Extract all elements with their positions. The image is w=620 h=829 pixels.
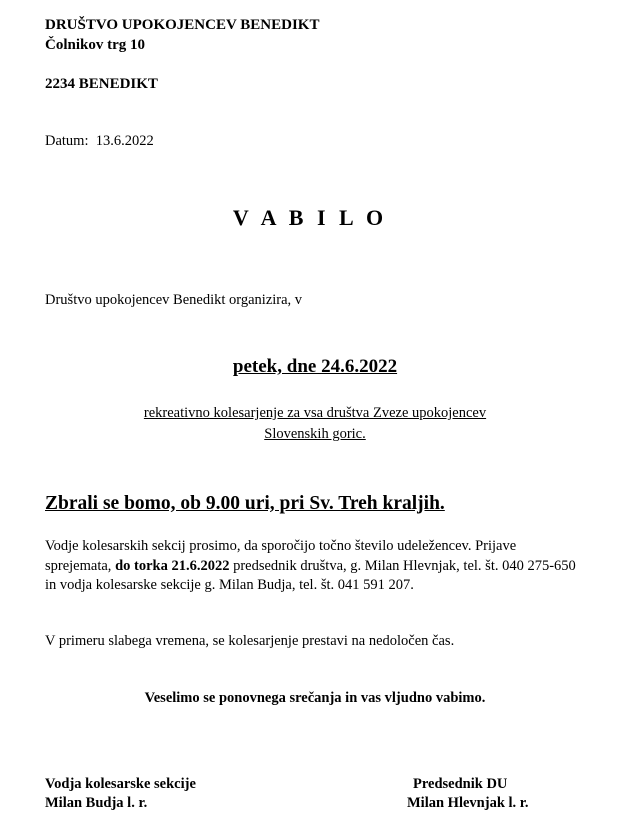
date-value: 13.6.2022 <box>95 133 154 149</box>
event-day: petek, dne 24.6.2022 <box>232 356 398 377</box>
org-street: Čolnikov trg 10 <box>45 37 146 53</box>
right-signature-name: Milan Hlevnjak l. r. <box>407 795 529 811</box>
right-signature-title: Predsednik DU <box>413 776 508 792</box>
registration-text-2: predsednik društva, g. Milan Hlevnjak, tel. št. 040 275-650 in vodja kolesarske sekcije g. Milan Budja, tel. št. 041 591 207. <box>45 557 576 593</box>
date-label: Datum: <box>45 133 89 149</box>
document-title: V A B I L O <box>232 205 388 230</box>
registration-paragraph <box>45 537 585 596</box>
registration-text-1: Vodje kolesarskih sekcij prosimo, da sporočijo točno število udeležencev. Prijave sprejemata, <box>45 538 517 574</box>
intro-text: Društvo upokojencev Benedikt organizira, v <box>45 292 303 308</box>
activity-line-1: rekreativno kolesarjenje za vsa društva Zveze upokojencev <box>143 405 487 421</box>
left-signature-name: Milan Budja l. r. <box>45 795 148 811</box>
weather-note: V primeru slabega vremena, se kolesarjenje prestavi na nedoločen čas. <box>45 633 455 649</box>
meeting-info: Zbrali se bomo, ob 9.00 uri, pri Sv. Treh kraljih. <box>45 493 445 514</box>
registration-deadline: do torka 21.6.2022 <box>115 557 230 574</box>
org-name: DRUŠTVO UPOKOJENCEV BENEDIKT <box>45 17 320 33</box>
left-signature-title: Vodja kolesarske sekcije <box>45 776 196 792</box>
activity-line-2: Slovenskih goric. <box>264 426 366 442</box>
closing-line: Veselimo se ponovnega srečanja in vas vljudno vabimo. <box>144 690 486 706</box>
date-line <box>45 133 154 150</box>
org-postal-city: 2234 BENEDIKT <box>45 76 158 92</box>
